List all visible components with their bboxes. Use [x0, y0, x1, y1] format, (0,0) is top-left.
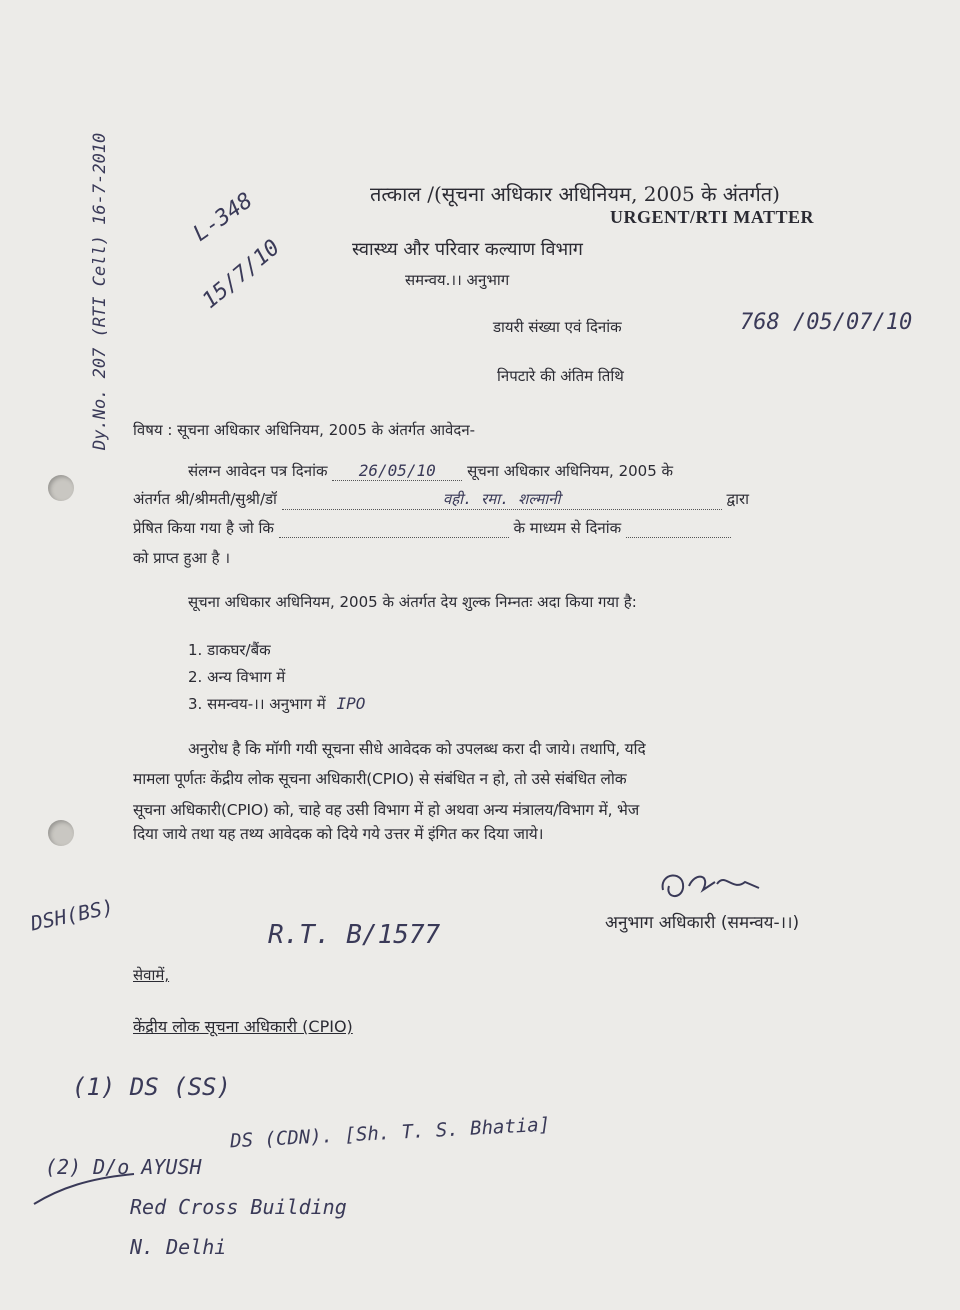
- application-date: 26/05/10: [332, 461, 462, 481]
- header-urgent-english: URGENT/RTI MATTER: [610, 207, 815, 227]
- fee-option-2: 2. अन्य विभाग में: [188, 668, 286, 686]
- diary-number-label: डायरी संख्या एवं दिनांक: [493, 318, 622, 336]
- handwritten-red-cross: Red Cross Building: [130, 1195, 347, 1219]
- handwritten-delhi: N. Delhi: [130, 1235, 227, 1259]
- deadline-label: निपटारे की अंतिम तिथि: [497, 367, 624, 385]
- para1-text-d: द्वारा: [726, 490, 749, 508]
- para1-text-f: के माध्यम से दिनांक: [513, 519, 622, 537]
- section-officer-label: अनुभाग अधिकारी (समन्वय-।।): [605, 913, 800, 933]
- applicant-name: वही. रमा. शल्मानी: [282, 489, 722, 510]
- para1-line4: को प्राप्त हुआ है ।: [133, 549, 231, 567]
- request-line-3: सूचना अधिकारी(CPIO) को, चाहे वह उसी विभाग में हो अथवा अन्य मंत्रालय/विभाग में, भेज: [133, 801, 640, 819]
- blank-via: [279, 519, 509, 538]
- stamp-number: L-348: [188, 188, 258, 247]
- blank-date: [626, 519, 731, 538]
- handwritten-rt-note: R.T. B/1577: [268, 920, 441, 950]
- fee-option-3: [188, 694, 365, 714]
- diary-number-value: 768 /05/07/10: [740, 310, 913, 335]
- request-line-4: दिया जाये तथा यह तथ्य आवेदक को दिये गये उत्तर में इंगित कर दिया जाये।: [133, 825, 544, 843]
- header-section: समन्वय.।। अनुभाग: [405, 271, 510, 289]
- para1-line2: [133, 489, 749, 510]
- handwritten-dsh-note: DSH(BS): [28, 894, 116, 936]
- punch-hole-bottom: [48, 820, 74, 846]
- officer-signature: [655, 862, 775, 907]
- request-line-2: मामला पूर्णतः केंद्रीय लोक सूचना अधिकारी(CPIO) से संबंधित न हो, तो उसे संबंधित लोक: [133, 770, 627, 788]
- margin-diary-note: Dy.No. 207 (RTI Cell) 16-7-2010: [90, 132, 110, 450]
- handwritten-ds-cdn: DS (CDN). [Sh. T. S. Bhatia]: [229, 1113, 551, 1153]
- fee-option-1: 1. डाकघर/बैंक: [188, 641, 271, 659]
- strike-mark: [30, 1170, 140, 1210]
- para1-line3: [133, 518, 731, 538]
- para1-line1: [188, 461, 673, 481]
- header-urgent-rti: तत्काल /(सूचना अधिकार अधिनियम, 2005 के अंतर्गत): [370, 182, 780, 206]
- para1-text-c: अंतर्गत श्री/श्रीमती/सुश्री/डॉ: [133, 490, 277, 508]
- handwritten-item-2: (2) D/o AYUSH: [45, 1155, 202, 1179]
- to-label: सेवामें,: [133, 966, 170, 984]
- para1-text-e: प्रेषित किया गया है जो कि: [133, 519, 274, 537]
- punch-hole-top: [48, 475, 74, 501]
- para1-text-b: सूचना अधिकार अधिनियम, 2005 के: [467, 462, 674, 480]
- para1-text-a: संलग्न आवेदन पत्र दिनांक: [188, 462, 328, 480]
- fee-option-3-text: 3. समन्वय-।। अनुभाग में: [188, 695, 326, 713]
- fee-line: सूचना अधिकार अधिनियम, 2005 के अंतर्गत देय शुल्क निम्नतः अदा किया गया है:: [188, 593, 637, 611]
- subject-line: विषय : सूचना अधिकार अधिनियम, 2005 के अंतर्गत आवेदन-: [133, 421, 476, 439]
- cpio-label: केंद्रीय लोक सूचना अधिकारी (CPIO): [133, 1017, 353, 1036]
- handwritten-item-1: (1) DS (SS): [72, 1073, 231, 1101]
- header-department: स्वास्थ्य और परिवार कल्याण विभाग: [352, 239, 583, 260]
- fee-option-3-handwritten: IPO: [336, 694, 366, 713]
- stamp-date: 15/7/10: [197, 235, 285, 314]
- request-line-1: अनुरोध है कि मॉगी गयी सूचना सीधे आवेदक को उपलब्ध करा दी जाये। तथापि, यदि: [188, 740, 646, 758]
